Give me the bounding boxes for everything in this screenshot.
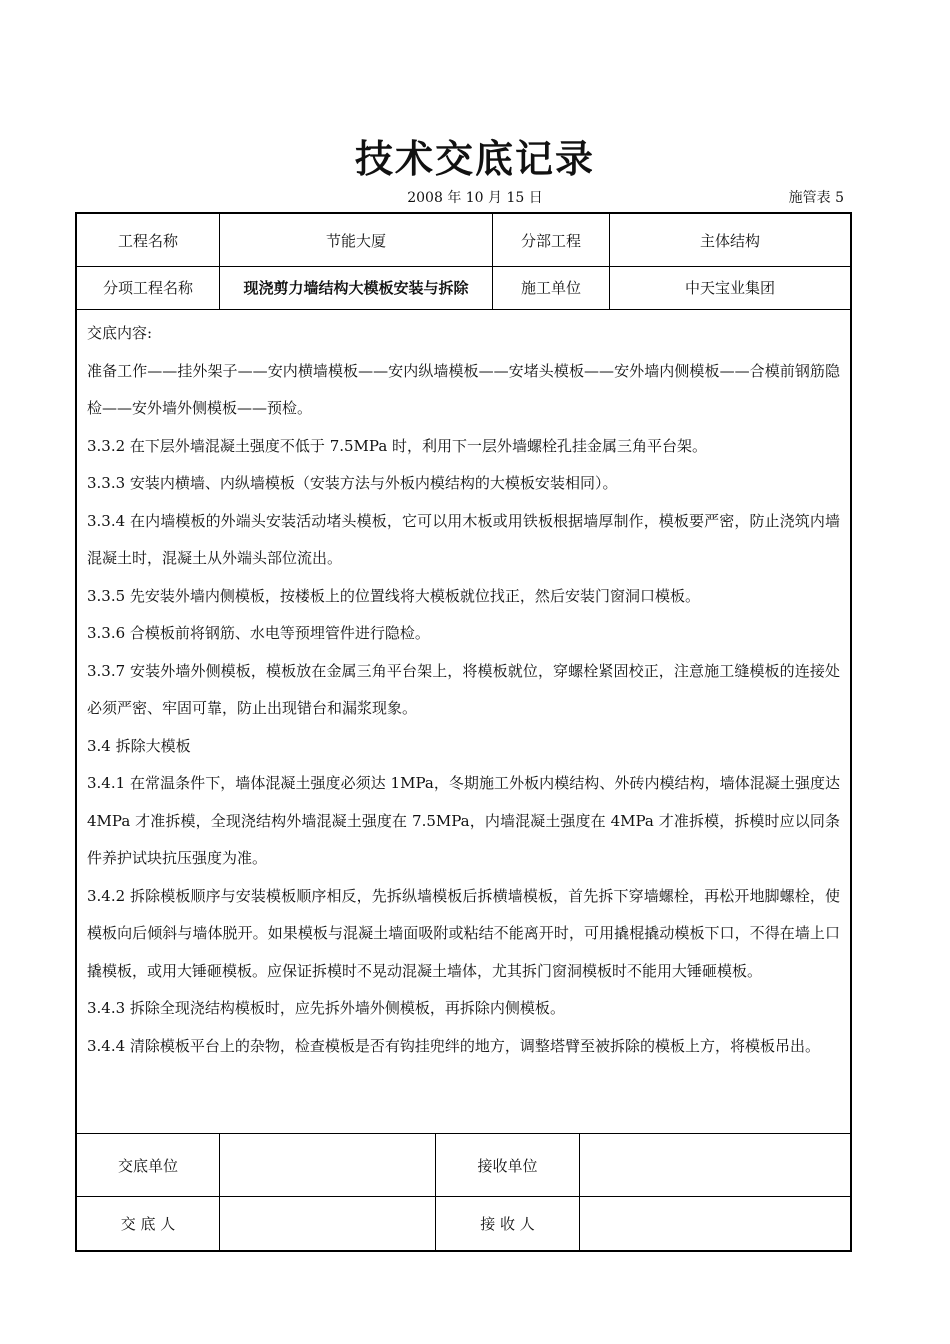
issuer-person-label: 交 底 人 [77, 1196, 220, 1250]
content-paragraph: 3.3.2 在下层外墙混凝土强度不低于 7.5MPa 时，利用下一层外墙螺栓孔挂金属三角平台架。 [87, 436, 708, 455]
content-paragraph: 3.3.5 先安装外墙内侧模板，按楼板上的位置线将大模板就位找正，然后安装门窗洞口模板。 [87, 586, 700, 605]
division-value: 主体结构 [699, 231, 760, 250]
receiver-person-label: 接 收 人 [436, 1196, 580, 1250]
issuer-unit-value[interactable] [220, 1134, 436, 1196]
content-paragraph: 3.3.7 安装外墙外侧模板，模板放在金属三角平台架上，将模板就位，穿螺栓紧固校正，注意施工缝模板的连接处必须严密、牢固可靠，防止出现错台和漏浆现象。 [87, 661, 840, 717]
content-paragraph: 3.3.6 合模板前将钢筋、水电等预埋管件进行隐检。 [87, 624, 430, 642]
form-number: 施管表 5 [788, 190, 844, 206]
content-section-heading: 3.4 拆除大模板 [87, 736, 191, 755]
receiver-unit-value[interactable] [580, 1134, 850, 1196]
issuer-unit-label: 交底单位 [77, 1134, 220, 1196]
content-paragraph: 3.4.4 清除模板平台上的杂物，检查模板是否有钩挂兜绊的地方，调整塔臂至被拆除的模板上方，将模板吊出。 [87, 1036, 820, 1055]
content-paragraph: 3.3.3 安装内横墙、内纵墙模板（安装方法与外板内模结构的大模板安装相同）。 [87, 474, 618, 492]
receiver-unit-label: 接收单位 [436, 1134, 580, 1196]
record-table [75, 212, 852, 1252]
subitem-value: 现浇剪力墙结构大模板安装与拆除 [220, 266, 493, 309]
contractor-value: 中天宝业集团 [684, 279, 775, 297]
person-signoff-row [77, 1196, 850, 1250]
content-paragraph: 准备工作——挂外架子——安内横墙模板——安内纵墙模板——安堵头模板——安外墙内侧模板——合模前钢筋隐检——安外墙外侧模板——预检。 [87, 361, 840, 417]
content-paragraph: 3.3.4 在内墙模板的外端头安装活动堵头模板，它可以用木板或用铁板根据墙厚制作，模板要严密，防止浇筑内墙混凝土时，混凝土从外端头部位流出。 [87, 511, 840, 567]
page-title: 技术交底记录 [354, 137, 595, 181]
content-paragraph: 3.4.3 拆除全现浇结构模板时，应先拆外墙外侧模板，再拆除内侧模板。 [87, 999, 565, 1017]
content-paragraph: 3.4.1 在常温条件下，墙体混凝土强度必须达 1MPa，冬期施工外板内模结构、外砖内模结构，墙体混凝土强度达 4MPa 才准拆模，全现浇结构外墙混凝土强度在 7.5MPa，内墙混凝土强度在 4MPa 才准拆模，拆模时应以同条件养护试块抗压强度为准。 [87, 774, 840, 867]
unit-signoff-row [77, 1134, 850, 1197]
content-heading: 交底内容: [87, 324, 153, 342]
project-name-label: 工程名称 [77, 214, 220, 266]
division-label: 分部工程 [493, 214, 610, 266]
issuer-person-value[interactable] [220, 1196, 436, 1250]
contractor-label: 施工单位 [493, 266, 610, 309]
briefing-content [77, 309, 850, 1134]
project-name-value: 节能大厦 [220, 214, 493, 266]
record-date: 2008 年 10 月 15 日 [407, 190, 543, 206]
project-row [77, 214, 850, 267]
subitem-label: 分项工程名称 [77, 266, 220, 309]
subitem-row [77, 266, 850, 310]
receiver-person-value[interactable] [580, 1196, 850, 1250]
content-paragraph: 3.4.2 拆除模板顺序与安装模板顺序相反，先拆纵墙模板后拆横墙模板，首先拆下穿墙螺栓，再松开地脚螺栓，使模板向后倾斜与墙体脱开。如果模板与混凝土墙面吸附或粘结不能离开时，可用撬棍撬动模板下口，不得在墙上口撬模板，或用大锤砸模板。应保证拆模时不晃动混凝土墙体，尤其拆门窗洞模板时不能用大锤砸模板。 [87, 886, 840, 980]
